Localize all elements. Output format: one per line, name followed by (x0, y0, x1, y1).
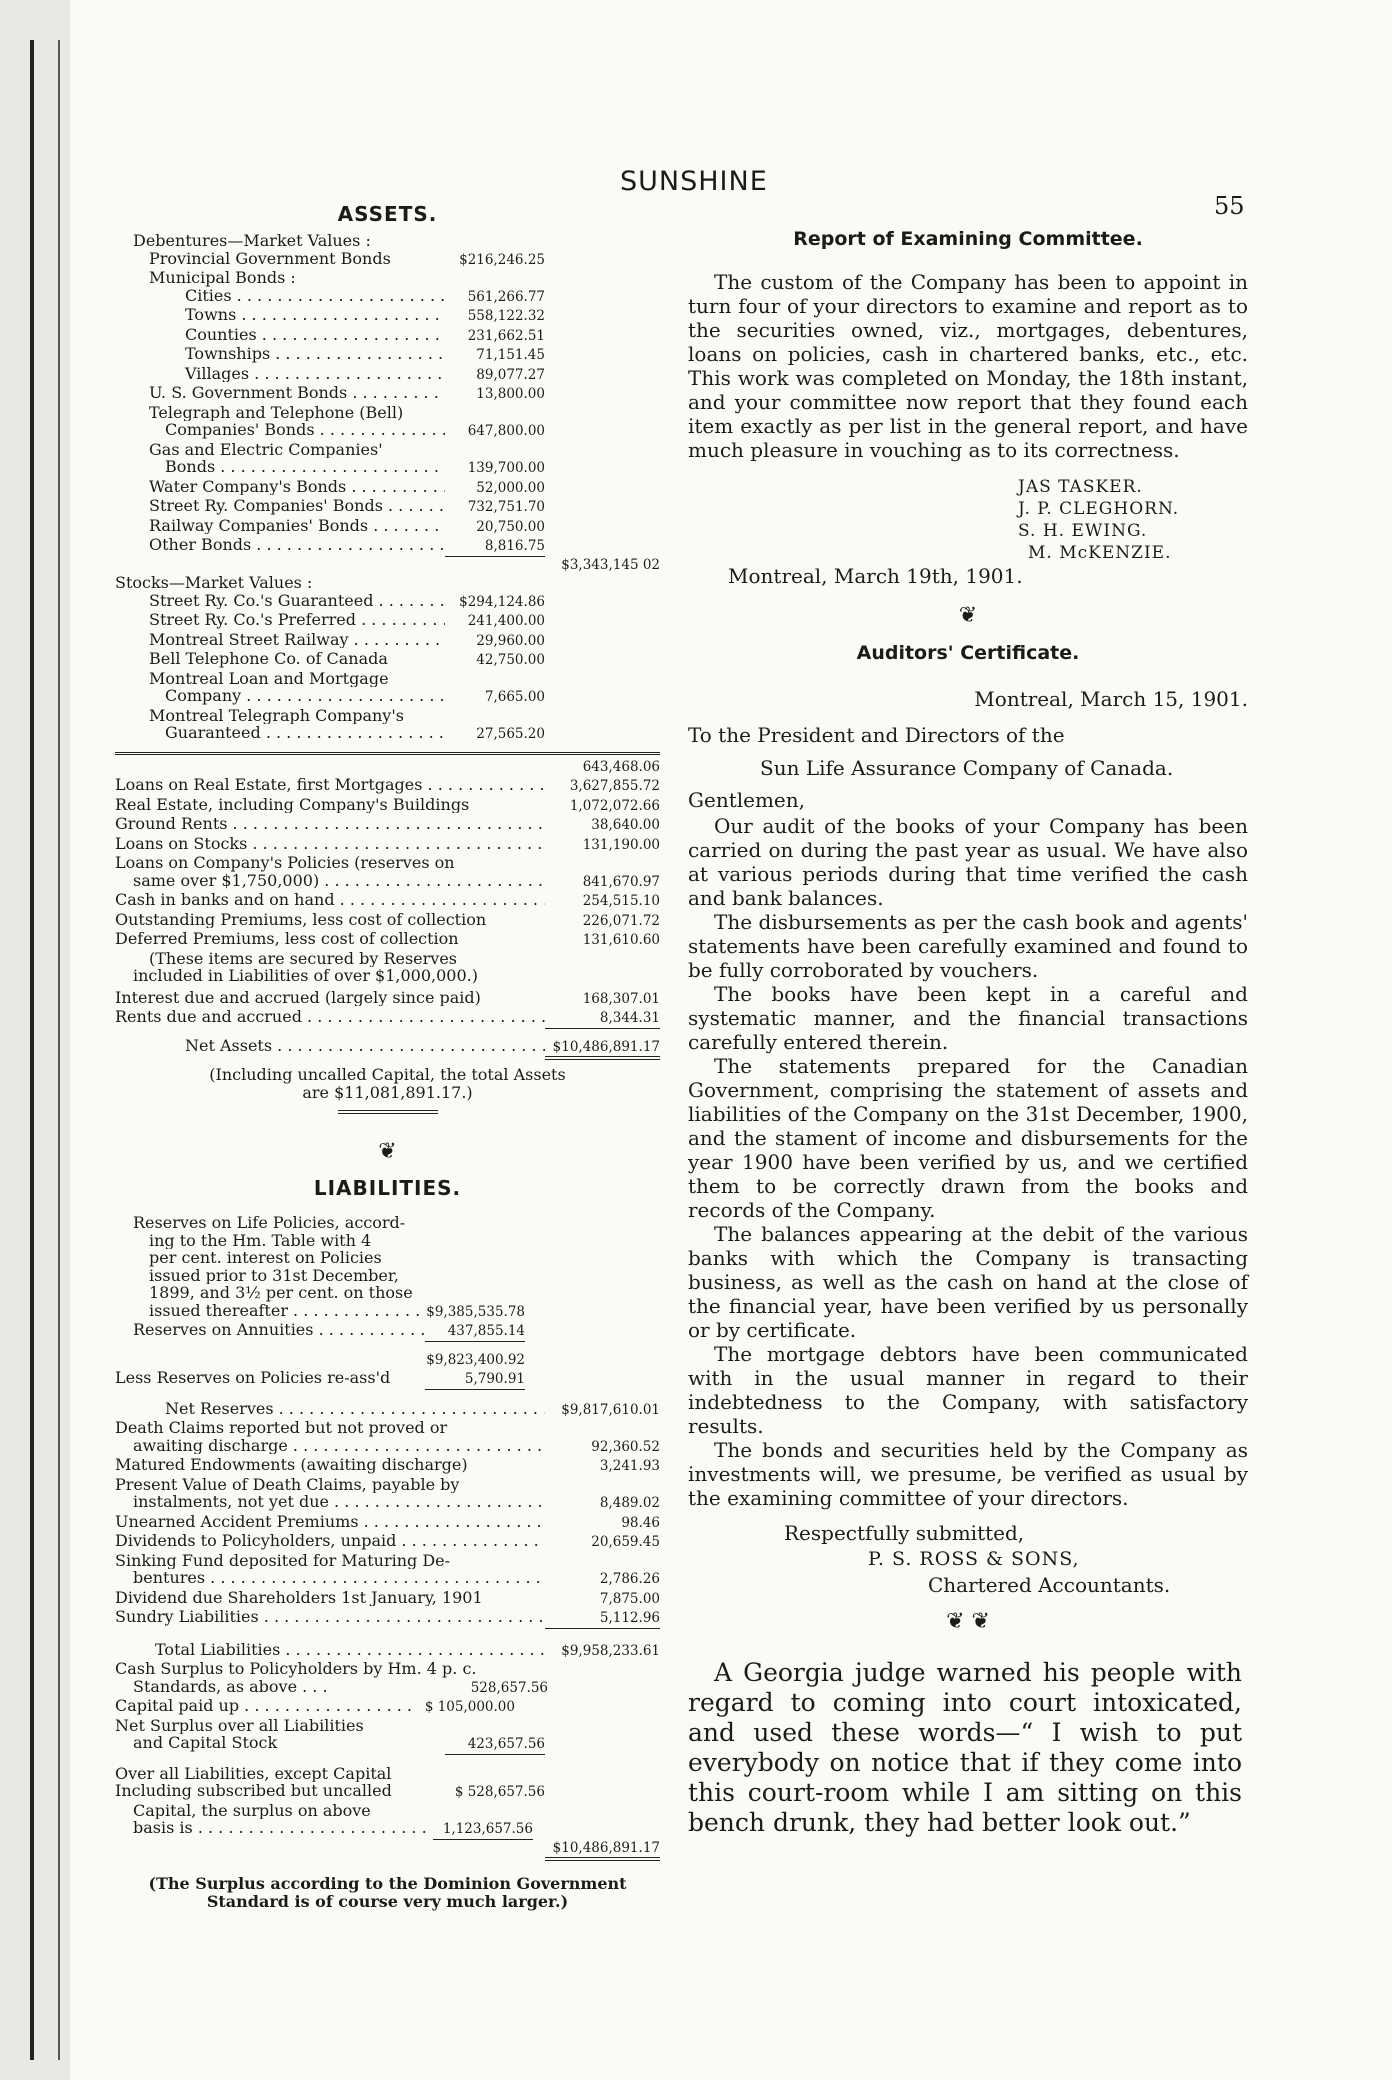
municipal-row (115, 345, 660, 365)
binding-line (30, 40, 34, 2060)
net-reserves-row (115, 1400, 660, 1420)
loan-mortgage-amount: 7,665.00 (484, 689, 545, 705)
reserves-amount: $9,385,535.78 (426, 1303, 525, 1320)
unearned-row (115, 1513, 660, 1533)
debenture-row (115, 497, 660, 517)
gas-row (115, 441, 660, 459)
overall-row-last (115, 1819, 660, 1840)
policy-loans-row (115, 854, 660, 872)
municipal-row (115, 306, 660, 326)
debenture-row (115, 536, 660, 557)
surplus-note-line: (The Surplus according to the Dominion Government (148, 1874, 627, 1893)
present-value-label: Present Value of Death Claims, payable by (115, 1475, 460, 1493)
auditor-title: Chartered Accountants. (928, 1573, 1171, 1597)
cash-surplus-label-2: Standards, as above . . . (115, 1678, 333, 1696)
reserves-label: ing to the Hm. Table with 4 (149, 1231, 372, 1249)
debenture-amount: 20,750.00 (476, 518, 545, 535)
grand-total-row (115, 1840, 660, 1862)
loan-row (115, 796, 660, 816)
capital-paid-row (115, 1697, 660, 1717)
policy-loans-label-2: same over $1,750,000) . . . (115, 872, 545, 890)
left-column (115, 200, 660, 1911)
gas-amount: 139,700.00 (467, 460, 545, 476)
interest-amount: 168,307.01 (582, 990, 660, 1007)
overall-label: Capital, the surplus on above (133, 1801, 371, 1819)
overall-row (115, 1782, 660, 1802)
municipal-amount: 558,122.32 (467, 308, 545, 324)
debentures-total-row (115, 557, 660, 575)
fleuron-ornament: ❦ (958, 603, 978, 628)
telegraph-row (115, 404, 660, 422)
sundry-amount: 5,112.96 (545, 1610, 660, 1629)
sundry-label: Sundry Liabilities . . . (115, 1608, 545, 1626)
municipal-label: Counties . . . (115, 326, 445, 344)
annuities-label: Reserves on Annuities . . . (115, 1321, 425, 1339)
policy-loans-label: Loans on Company's Policies (reserves on (115, 854, 455, 872)
rents-amount: 8,344.31 (545, 1010, 660, 1029)
page-number: 55 (1214, 192, 1245, 220)
total-liabilities-row (115, 1641, 660, 1661)
loan-mortgage-label: Montreal Loan and Mortgage (149, 669, 389, 687)
sinking-row-2 (115, 1569, 660, 1589)
unearned-amount: 98.46 (621, 1514, 660, 1531)
capital-note (115, 1066, 660, 1102)
telegraph-amount: 647,800.00 (467, 423, 545, 439)
annuities-row (115, 1321, 660, 1342)
deferred-row (115, 930, 660, 950)
stock-row (115, 631, 660, 651)
death-claims-label: Death Claims reported but not proved or (115, 1419, 448, 1437)
reserves-row (115, 1232, 660, 1250)
auditors-address-2: Sun Life Assurance Company of Canada. (760, 756, 1174, 780)
us-bonds-row (115, 384, 660, 404)
debenture-amount: 52,000.00 (476, 479, 545, 496)
rents-row (115, 1008, 660, 1029)
interest-label: Interest due and accrued (largely since paid) (115, 988, 481, 1006)
reserves-label: Reserves on Life Policies, accord- (133, 1214, 406, 1232)
loan-label: Loans on Stocks . . . (115, 835, 545, 853)
dividends-unpaid-row (115, 1532, 660, 1552)
loan-mortgage-row (115, 670, 660, 688)
debentures-total: $3,343,145 02 (561, 556, 660, 573)
salutation: Gentlemen, (688, 788, 806, 812)
deferred-label: Deferred Premiums, less cost of collection (115, 930, 459, 948)
overall-row (115, 1802, 660, 1820)
policy-loans-amount: 841,670.97 (582, 873, 660, 890)
debenture-label: Water Company's Bonds . . . (115, 478, 445, 496)
endowments-row (115, 1456, 660, 1476)
telegraph-row-2 (115, 421, 660, 441)
cash-surplus-amount: 528,657.56 (470, 1679, 548, 1696)
overall-row (115, 1765, 660, 1783)
sinking-label: Sinking Fund deposited for Maturing De- (115, 1551, 451, 1569)
municipal-label: Cities . . . (115, 287, 445, 305)
auditors-date: Montreal, March 15, 1901. (974, 687, 1248, 711)
dividend-shareholders-row (115, 1589, 660, 1609)
stocks-total-row (115, 752, 660, 777)
stock-label: Street Ry. Co.'s Guaranteed . . . (115, 592, 445, 610)
less-reass-label: Less Reserves on Policies re-ass'd (115, 1369, 391, 1387)
sinking-label-2: bentures . . . (115, 1569, 545, 1587)
tel-co-amount: 27,565.20 (476, 726, 545, 742)
reserves-row (115, 1249, 660, 1267)
us-bonds-label: U. S. Government Bonds . . . (115, 384, 445, 402)
municipal-label: Townships . . . (115, 345, 445, 363)
present-value-row (115, 1476, 660, 1494)
liabilities-heading: LIABILITIES. (313, 1176, 462, 1200)
signature: M. McKENZIE. (1028, 543, 1172, 563)
capital-note-line: are $11,081,891.17.) (302, 1083, 473, 1102)
audit-paragraph: The balances appearing at the debit of the various banks with which the Company is transacting business, as well as the cash on hand at the close of the financial year, have been verified by us personally or by certificate. (688, 1222, 1248, 1342)
debenture-label: Street Ry. Companies' Bonds . . . (115, 497, 445, 515)
municipal-row (115, 365, 660, 385)
stocks-heading: Stocks—Market Values : (115, 574, 313, 592)
debenture-amount: 8,816.75 (445, 538, 545, 557)
telegraph-label: Telegraph and Telephone (Bell) (149, 403, 404, 421)
capital-paid-amount: $ 105,000.00 (424, 1699, 515, 1715)
cash-label: Cash in banks and on hand . . . (115, 891, 545, 909)
debentures-heading: Debentures—Market Values : (133, 232, 371, 250)
loan-row (115, 815, 660, 835)
dividends-unpaid-label: Dividends to Policyholders, unpaid . . . (115, 1532, 545, 1550)
overall-label: basis is . . . (115, 1819, 433, 1837)
fleuron-ornament: ❦ ❦ (946, 1609, 990, 1634)
committee-heading: Report of Examining Committee. (793, 228, 1143, 250)
outstanding-row (115, 911, 660, 931)
loan-label: Ground Rents . . . (115, 815, 545, 833)
reserves-row-last (115, 1302, 660, 1322)
net-reserves-amount: $9,817,610.01 (561, 1401, 660, 1418)
audit-paragraph: The statements prepared for the Canadian Government, comprising the statement of assets and liabilities of the Company on the 31st December, 1900, and the stament of income and disbursements for the year 1900 have been verified by us, and we certified them to be correctly drawn from the books and records of the Company. (688, 1054, 1248, 1222)
signature: S. H. EWING. (1018, 521, 1148, 541)
provincial-label: Provincial Government Bonds (149, 249, 391, 267)
loan-label: Real Estate, including Company's Buildings (115, 795, 470, 813)
tel-co-label: Montreal Telegraph Company's (149, 706, 404, 724)
municipal-row (115, 326, 660, 346)
death-claims-row-2 (115, 1437, 660, 1457)
reserves-row (115, 1214, 660, 1232)
debentures-heading-row (115, 232, 660, 250)
auditor-firm: P. S. ROSS & SONS, (868, 1548, 1080, 1570)
municipal-label: Towns . . . (115, 306, 445, 324)
signature: JAS TASKER. (1018, 477, 1143, 497)
present-value-row-2 (115, 1493, 660, 1513)
audit-paragraph: The disbursements as per the cash book and agents' statements have been carefully examined and found to be fully corroborated by vouchers. (688, 910, 1248, 982)
unearned-label: Unearned Accident Premiums . . . (115, 1513, 545, 1531)
committee-body: The custom of the Company has been to appoint in turn four of your directors to examine and report as to the securities owned, viz., mortgages, debentures, loans on policies, cash in chartered banks, etc., etc. This work was completed on Monday, the 18th instant, and your committee now report that they found each item exactly as per list in the general report, and have much pleasure in vouching as to its correctness. (688, 270, 1248, 462)
loan-row (115, 776, 660, 796)
net-assets-amount: $10,486,891.17 (545, 1039, 660, 1061)
net-assets-label: Net Assets . . . (115, 1037, 545, 1055)
net-surplus-row-2 (115, 1734, 660, 1755)
tel-co-row-2 (115, 724, 660, 744)
loan-amount: 3,627,855.72 (569, 778, 660, 794)
municipal-amount: 561,266.77 (467, 288, 545, 305)
outstanding-label: Outstanding Premiums, less cost of collection (115, 910, 487, 928)
less-reass-amount: 5,790.91 (425, 1371, 525, 1390)
cash-row (115, 891, 660, 911)
reserves-label: issued thereafter . . . (115, 1302, 425, 1320)
endowments-amount: 3,241.93 (599, 1458, 660, 1474)
section-rule (338, 1110, 438, 1114)
debenture-row (115, 517, 660, 537)
municipal-heading-row (115, 269, 660, 287)
audit-paragraph: The mortgage debtors have been communicated with in the usual manner in regard to their indebtedness to the Company, with satisfactory results. (688, 1342, 1248, 1438)
binding-edge (0, 0, 70, 2080)
surplus-note-line: Standard is of course very much larger.) (206, 1892, 569, 1911)
stock-amount: $294,124.86 (459, 593, 545, 610)
dividend-shareholders-amount: 7,875.00 (599, 1590, 660, 1607)
grand-total: $10,486,891.17 (545, 1840, 660, 1862)
net-surplus-amount: 423,657.56 (445, 1736, 545, 1755)
loan-mortgage-label-2: Company . . . (115, 687, 445, 705)
loan-label: Loans on Real Estate, first Mortgages . . . (115, 776, 545, 794)
overall-first-amount: $ 528,657.56 (454, 1784, 545, 1800)
secured-note-row-2 (115, 967, 660, 985)
cash-surplus-row (115, 1660, 660, 1678)
annuities-amount: 437,855.14 (425, 1323, 525, 1342)
auditors-heading: Auditors' Certificate. (856, 642, 1080, 664)
fleuron-ornament: ❦ (378, 1139, 397, 1164)
georgia-judge-anecdote: A Georgia judge warned his people with regard to coming into court intoxicated, and used these words—“ I wish to put everybody on notice that if they come into this court-room while I am sitting on this bench drunk, they had better look out.” (688, 1658, 1242, 1837)
present-value-label-2: instalments, not yet due . . . (115, 1493, 545, 1511)
tel-co-label-2: Guaranteed . . . (115, 724, 445, 742)
municipal-amount: 71,151.45 (476, 347, 545, 363)
loan-row (115, 835, 660, 855)
audit-paragraph: Our audit of the books of your Company has been carried on during the past year as usual. We have also at various periods during that time verified the cash and bank balances. (688, 814, 1248, 910)
secured-note-row (115, 950, 660, 968)
interest-row (115, 989, 660, 1009)
stock-label: Street Ry. Co.'s Preferred . . . (115, 611, 445, 629)
provincial-amount: $216,246.25 (459, 251, 545, 268)
reserves-row (115, 1267, 660, 1285)
binding-line-inner (58, 40, 60, 2060)
signature: J. P. CLEGHORN. (1018, 499, 1180, 519)
net-assets-row (115, 1037, 660, 1061)
net-surplus-label: Net Surplus over all Liabilities (115, 1716, 364, 1734)
sinking-amount: 2,786.26 (599, 1571, 660, 1587)
gas-row-2 (115, 458, 660, 478)
running-head: SUNSHINE (620, 166, 768, 197)
audit-paragraph: The bonds and securities held by the Company as investments will, we presume, be verified as usual by the examining committee of your directors. (688, 1438, 1248, 1510)
net-reserves-label: Net Reserves . . . (115, 1400, 545, 1418)
stock-label: Montreal Street Railway . . . (115, 631, 445, 649)
death-claims-amount: 92,360.52 (591, 1438, 660, 1455)
debenture-row (115, 478, 660, 498)
cash-surplus-label: Cash Surplus to Policyholders by Hm. 4 p. c. (115, 1660, 477, 1678)
cash-amount: 254,515.10 (582, 893, 660, 909)
net-surplus-label-2: and Capital Stock (133, 1734, 278, 1752)
reserves-label: per cent. interest on Policies (149, 1249, 382, 1267)
committee-date: Montreal, March 19th, 1901. (728, 564, 1023, 588)
overall-label: Over all Liabilities, except Capital (115, 1764, 392, 1782)
dividends-unpaid-amount: 20,659.45 (591, 1534, 660, 1550)
present-value-amount: 8,489.02 (599, 1495, 660, 1511)
tel-co-row (115, 707, 660, 725)
assets-heading: ASSETS. (337, 202, 438, 226)
audit-paragraph: The books have been kept in a careful and systematic manner, and the financial transactions carefully entered therein. (688, 982, 1248, 1054)
stock-row (115, 592, 660, 612)
auditors-address: To the President and Directors of the (688, 723, 1065, 747)
gas-label: Gas and Electric Companies' (149, 440, 383, 458)
policy-loans-row-2 (115, 872, 660, 892)
stock-amount: 42,750.00 (476, 652, 545, 668)
outstanding-amount: 226,071.72 (582, 912, 660, 929)
loan-amount: 131,190.00 (582, 836, 660, 853)
right-column (688, 228, 1248, 1838)
stock-row (115, 650, 660, 670)
death-claims-row (115, 1419, 660, 1437)
municipal-heading: Municipal Bonds : (149, 269, 296, 287)
secured-note-2: included in Liabilities of over $1,000,000.) (133, 967, 478, 985)
total-liabilities-amount: $9,958,233.61 (561, 1642, 660, 1659)
municipal-label: Villages . . . (115, 365, 445, 383)
municipal-amount: 231,662.51 (467, 327, 545, 344)
capital-paid-label: Capital paid up . . . (115, 1697, 415, 1715)
debenture-label: Other Bonds . . . (115, 536, 445, 554)
secured-note: (These items are secured by Reserves (149, 949, 457, 967)
subtotal-row (115, 1352, 660, 1370)
stock-amount: 29,960.00 (476, 632, 545, 649)
stocks-total: 643,468.06 (582, 758, 660, 775)
endowments-label: Matured Endowments (awaiting discharge) (115, 1456, 468, 1474)
gas-label-2: Bonds . . . (115, 458, 445, 476)
committee-signatures (1018, 476, 1248, 564)
municipal-amount: 89,077.27 (476, 366, 545, 383)
closing: Respectfully submitted, (784, 1521, 1025, 1545)
overall-amount: 1,123,657.56 (433, 1821, 533, 1840)
provincial-row (115, 250, 660, 270)
deferred-amount: 131,610.60 (582, 932, 660, 948)
reserves-label: issued prior to 31st December, (149, 1266, 399, 1284)
stock-row (115, 611, 660, 631)
telegraph-label-2: Companies' Bonds . . . (115, 421, 445, 439)
overall-label: Including subscribed but uncalled (115, 1782, 392, 1800)
rents-label: Rents due and accrued . . . (115, 1008, 545, 1026)
stock-label: Bell Telephone Co. of Canada (149, 650, 388, 668)
loan-amount: 1,072,072.66 (569, 797, 660, 814)
total-liabilities-label: Total Liabilities . . . (115, 1641, 545, 1659)
less-reass-row (115, 1369, 660, 1390)
death-claims-label-2: awaiting discharge . . . (115, 1437, 545, 1455)
reserves-subtotal: $9,823,400.92 (426, 1351, 525, 1368)
surplus-note (115, 1875, 660, 1911)
capital-note-line: (Including uncalled Capital, the total Assets (209, 1065, 566, 1084)
debenture-label: Railway Companies' Bonds . . . (115, 517, 445, 535)
sundry-row (115, 1608, 660, 1629)
stocks-heading-row (115, 574, 660, 592)
cash-surplus-row-2 (115, 1678, 660, 1698)
stock-amount: 241,400.00 (467, 613, 545, 629)
municipal-row (115, 287, 660, 307)
net-surplus-row (115, 1717, 660, 1735)
us-bonds-amount: 13,800.00 (476, 386, 545, 402)
loan-mortgage-row-2 (115, 687, 660, 707)
dividend-shareholders-label: Dividend due Shareholders 1st January, 1901 (115, 1588, 483, 1606)
reserves-label: 1899, and 3½ per cent. on those (149, 1284, 413, 1302)
reserves-row (115, 1284, 660, 1302)
loan-amount: 38,640.00 (591, 817, 660, 833)
debenture-amount: 732,751.70 (467, 499, 545, 515)
sinking-row (115, 1552, 660, 1570)
